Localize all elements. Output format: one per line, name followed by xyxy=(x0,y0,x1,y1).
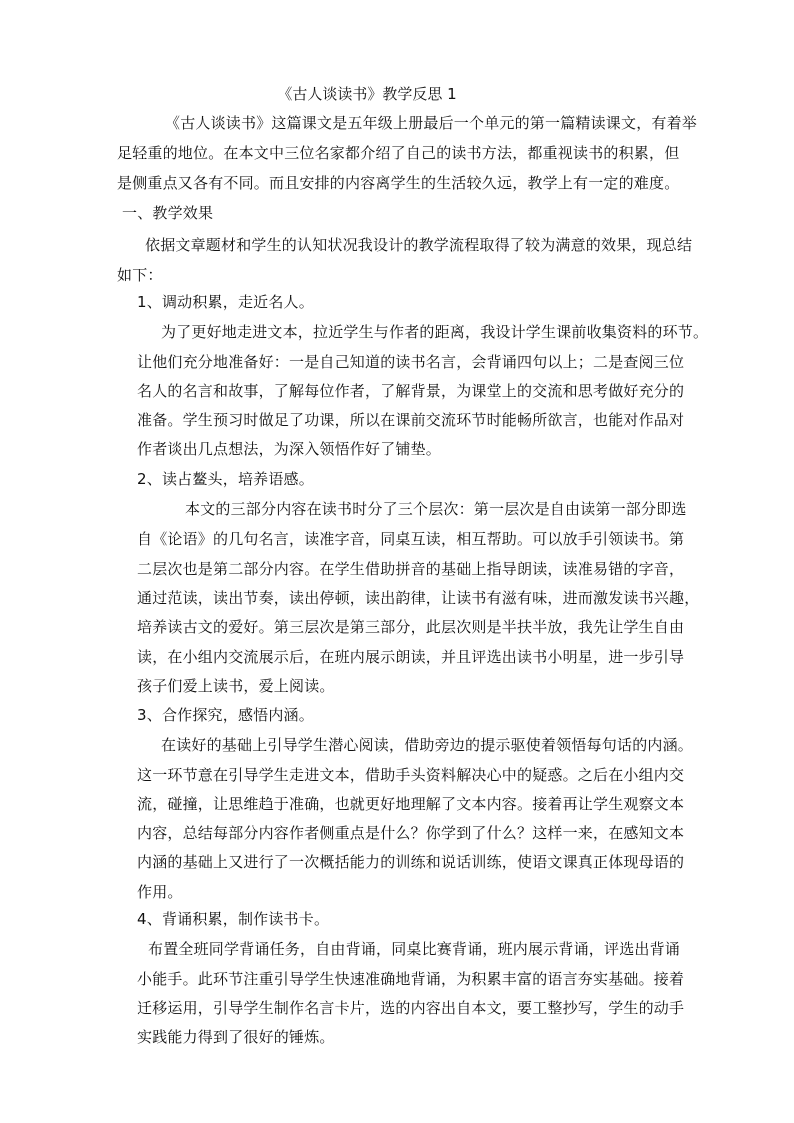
intro-line-2: 足轻重的地位。在本文中三位名家都介绍了自己的读书方法，都重视读书的积累，但 xyxy=(117,144,680,162)
item-2-heading: 2、读占鳌头，培养语感。 xyxy=(137,470,314,488)
item-2-line-3: 二层次也是第二部分内容。在学生借助拼音的基础上指导朗读，读准易错的字音， xyxy=(137,560,685,578)
item-1-line-2: 让他们充分地准备好：一是自己知道的读书名言，会背诵四句以上；二是查阅三位 xyxy=(137,353,685,371)
item-1-heading: 1、调动积累，走近名人。 xyxy=(137,293,314,311)
document-title: 《古人谈读书》教学反思 1 xyxy=(277,85,457,103)
section-intro-line-2: 如下： xyxy=(117,266,163,284)
item-2-line-7: 孩子们爱上读书，爱上阅读。 xyxy=(137,677,335,695)
item-2-line-1: 本文的三部分内容在读书时分了三个层次：第一层次是自由读第一部分即选 xyxy=(185,500,687,518)
item-2-line-2: 自《论语》的几句名言，读准字音，同桌互读，相互帮助。可以放手引领读书。第 xyxy=(137,530,685,548)
section-heading: 一、教学效果 xyxy=(122,204,214,222)
intro-line-3: 是侧重点又各有不同。而且安排的内容离学生的生活较久远，教学上有一定的难度。 xyxy=(117,174,680,192)
item-3-heading: 3、合作探究，感悟内涵。 xyxy=(137,706,314,724)
item-2-line-6: 读，在小组内交流展示后，在班内展示朗读，并且评选出读书小明星，进一步引导 xyxy=(137,648,685,666)
item-3-line-3: 流，碰撞，让思维趋于准确，也就更好地理解了文本内容。接着再让学生观察文本 xyxy=(137,795,685,813)
item-2-line-4: 通过范读，读出节奏，读出停顿，读出韵律，让读书有滋有味，进而激发读书兴趣， xyxy=(137,589,700,607)
item-3-line-1: 在读好的基础上引导学生潜心阅读，借助旁边的提示驱使着领悟每句话的内涵。 xyxy=(161,736,694,754)
item-1-line-4: 准备。学生预习时做足了功课，所以在课前交流环节时能畅所欲言，也能对作品对 xyxy=(137,411,685,429)
item-1-line-1: 为了更好地走进文本，拉近学生与作者的距离，我设计学生课前收集资料的环节。 xyxy=(161,323,709,341)
item-4-line-2: 小能手。此环节注重引导学生快速准确地背诵，为积累丰富的语言夯实基础。接着 xyxy=(137,970,685,988)
section-intro-line-1: 依据文章题材和学生的认知状况我设计的教学流程取得了较为满意的效果，现总结 xyxy=(145,236,693,254)
item-3-line-2: 这一环节意在引导学生走进文本，借助手头资料解决心中的疑惑。之后在小组内交 xyxy=(137,766,685,784)
item-3-line-5: 内涵的基础上又进行了一次概括能力的训练和说话训练，使语文课真正体现母语的 xyxy=(137,853,685,871)
intro-line-1: 《古人谈读书》这篇课文是五年级上册最后一个单元的第一篇精读课文，有着举 xyxy=(165,114,698,132)
item-4-line-4: 实践能力得到了很好的锤炼。 xyxy=(137,1028,335,1046)
item-4-heading: 4、背诵积累，制作读书卡。 xyxy=(137,910,330,928)
item-3-line-4: 内容，总结每部分内容作者侧重点是什么？你学到了什么？这样一来，在感知文本 xyxy=(137,824,685,842)
item-1-line-5: 作者谈出几点想法，为深入领悟作好了铺垫。 xyxy=(137,440,442,458)
item-2-line-5: 培养读古文的爱好。第三层次是第三部分，此层次则是半扶半放，我先让学生自由 xyxy=(137,618,685,636)
item-3-line-6: 作用。 xyxy=(137,883,183,901)
item-4-line-3: 迁移运用，引导学生制作名言卡片，选的内容出自本文，要工整抄写，学生的动手 xyxy=(137,999,685,1017)
item-4-line-1: 布置全班同学背诵任务，自由背诵，同桌比赛背诵，班内展示背诵，评选出背诵 xyxy=(148,940,681,958)
item-1-line-3: 名人的名言和故事，了解每位作者，了解背景，为课堂上的交流和思考做好充分的 xyxy=(137,382,685,400)
